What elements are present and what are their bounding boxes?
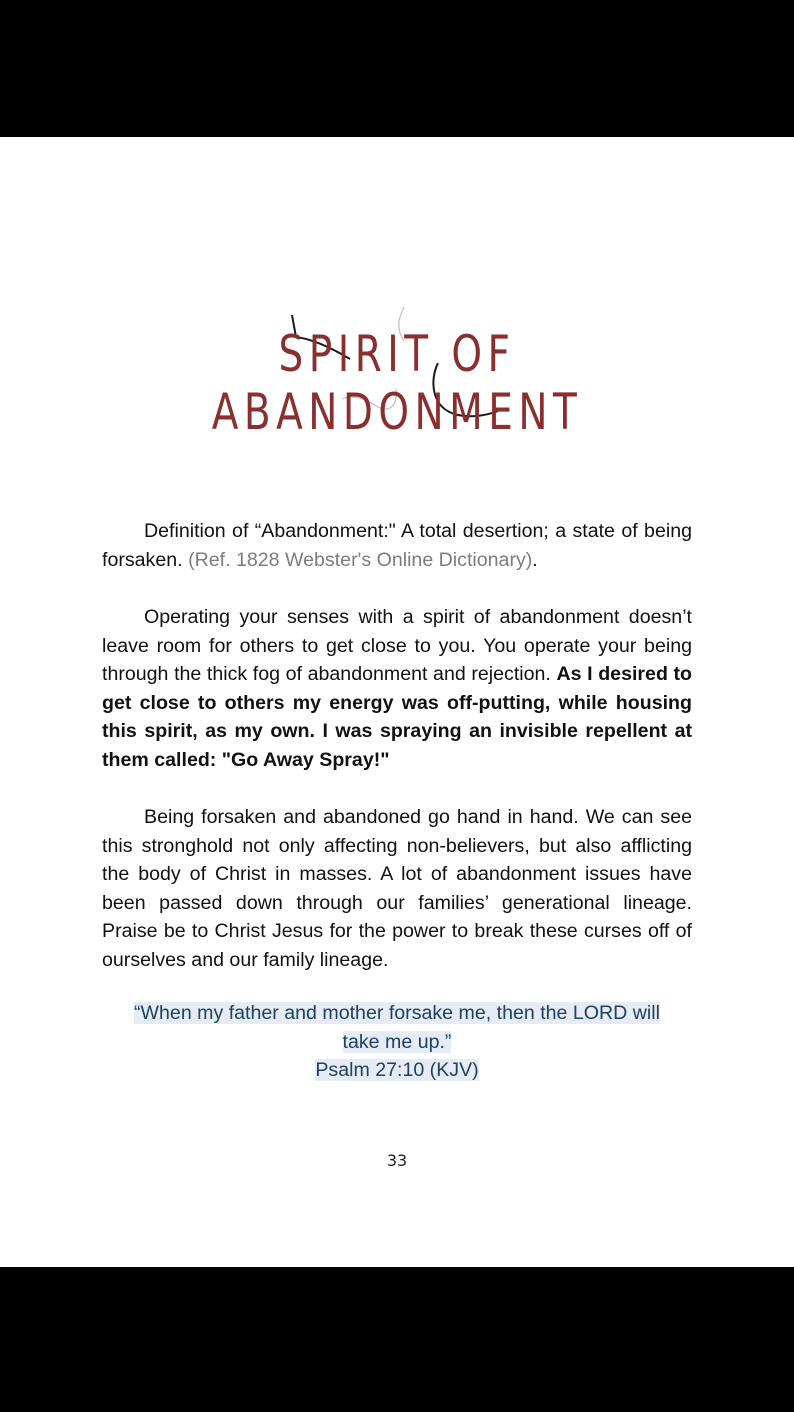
quote-line-2: take me up.” [342,1030,452,1053]
definition-period: . [532,548,538,571]
page-number: 33 [386,1151,408,1170]
scripture-quote [102,999,692,1085]
definition-text: Definition of “Abandonment:" A total desertion; a state of being forsaken. [102,520,692,571]
paragraph-two-text: Operating your senses with a spirit of abandonment doesn’t leave room for others to get close to you. You operate your being through the thick fog of abandonment and rejection. [102,606,692,686]
title-block [0,297,794,441]
dictionary-reference: (Ref. 1828 Webster's Online Dictionary) [188,548,533,571]
page-title: SPIRIT OF ABANDONMENT [211,325,583,441]
paragraph-two-bold: As I desired to get close to others my energy was off-putting, while housing this spirit, as my own. I was spraying an invisible repellent at them called: "Go Away Spray!" [102,663,693,771]
top-letterbox [0,0,794,137]
quote-line-1: “When my father and mother forsake me, then the LORD will [134,1002,660,1024]
paragraph-two [102,603,692,775]
paragraph-three: Being forsaken and abandoned go hand in hand. We can see this stronghold not only affecting non-believers, but also afflicting the body of Christ in masses. A lot of abandonment issues have been passed down through our families’ generational lineage. Praise be to Christ Jesus for the power to break these curses off of ourselves and our family lineage. [102,806,692,971]
definition-paragraph [102,517,692,574]
book-page[interactable] [0,137,794,1267]
bottom-letterbox [0,1267,794,1412]
quote-citation: Psalm 27:10 (KJV) [315,1059,479,1082]
